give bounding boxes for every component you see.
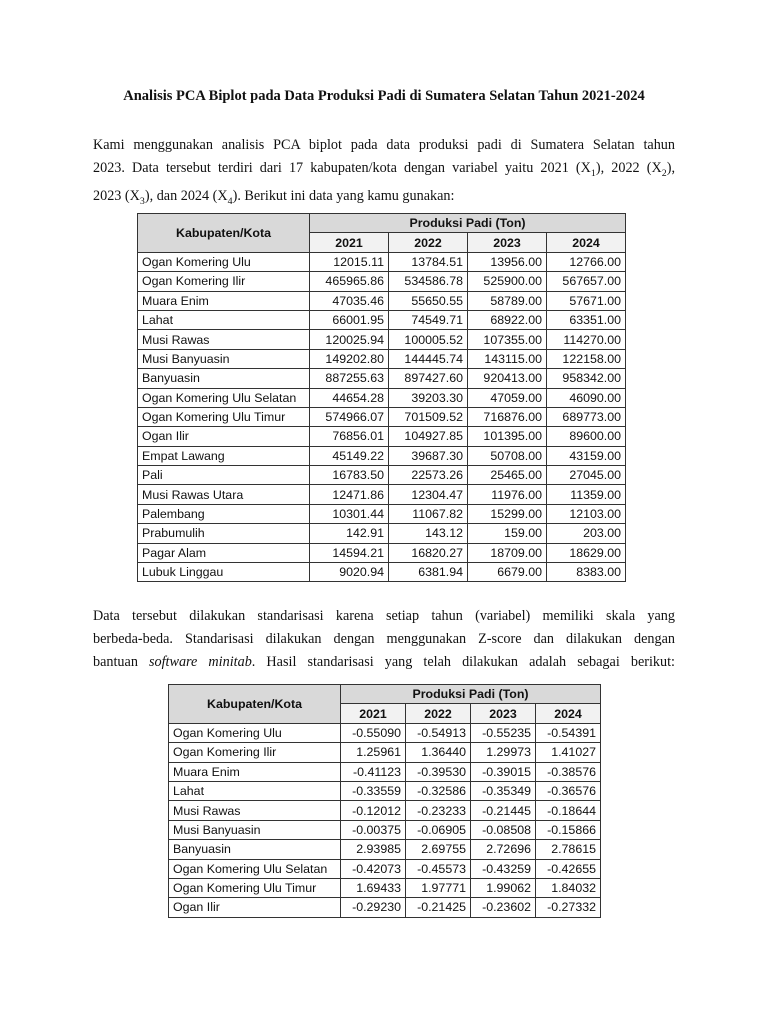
cell-kabupaten: Musi Banyuasin bbox=[138, 349, 310, 368]
cell-value: 16783.50 bbox=[310, 466, 389, 485]
header-year: 2023 bbox=[471, 704, 536, 723]
cell-value: 1.69433 bbox=[341, 878, 406, 897]
cell-value: 6679.00 bbox=[468, 563, 547, 582]
cell-value: -0.36576 bbox=[536, 781, 601, 800]
cell-value: 1.41027 bbox=[536, 743, 601, 762]
cell-value: 143115.00 bbox=[468, 349, 547, 368]
table-row bbox=[169, 781, 601, 800]
intro-line-2: 2023. Data tersebut terdiri dari 17 kabupaten/kota dengan variabel yaitu 2021 $(X_1)$, 2022 $(X_2)$, bbox=[93, 160, 675, 179]
cell-kabupaten: Musi Banyuasin bbox=[169, 820, 341, 839]
table-row bbox=[169, 801, 601, 820]
cell-value: 55650.55 bbox=[389, 291, 468, 310]
cell-value: -0.33559 bbox=[341, 781, 406, 800]
cell-value: -0.42655 bbox=[536, 859, 601, 878]
cell-value: 567657.00 bbox=[547, 272, 626, 291]
table-row bbox=[169, 859, 601, 878]
header-kabupaten: Kabupaten/Kota bbox=[138, 214, 310, 253]
table-row bbox=[138, 369, 626, 388]
cell-value: 50708.00 bbox=[468, 446, 547, 465]
std-line-1: Data tersebut dilakukan standarisasi karena setiap tahun (variabel) memiliki skala yang bbox=[93, 608, 675, 624]
cell-value: 100005.52 bbox=[389, 330, 468, 349]
cell-kabupaten: Empat Lawang bbox=[138, 446, 310, 465]
cell-value: 897427.60 bbox=[389, 369, 468, 388]
table-row bbox=[169, 762, 601, 781]
cell-value: -0.29230 bbox=[341, 898, 406, 917]
cell-value: 12103.00 bbox=[547, 504, 626, 523]
document-title: Analisis PCA Biplot pada Data Produksi Padi di Sumatera Selatan Tahun 2021-2024 bbox=[123, 88, 645, 104]
cell-value: 142.91 bbox=[310, 524, 389, 543]
intro-paragraph bbox=[93, 134, 675, 213]
cell-kabupaten: Muara Enim bbox=[169, 762, 341, 781]
cell-kabupaten: Prabumulih bbox=[138, 524, 310, 543]
cell-value: 11067.82 bbox=[389, 504, 468, 523]
cell-kabupaten: Palembang bbox=[138, 504, 310, 523]
cell-kabupaten: Musi Rawas Utara bbox=[138, 485, 310, 504]
table-row bbox=[169, 723, 601, 742]
cell-value: 18709.00 bbox=[468, 543, 547, 562]
cell-value: 9020.94 bbox=[310, 563, 389, 582]
cell-value: 45149.22 bbox=[310, 446, 389, 465]
std-line-3: bantuan software minitab. Hasil standarisasi yang telah dilakukan adalah sebagai berikut: bbox=[93, 654, 675, 670]
cell-value: 149202.80 bbox=[310, 349, 389, 368]
table-row bbox=[138, 504, 626, 523]
cell-value: -0.55235 bbox=[471, 723, 536, 742]
cell-value: 13956.00 bbox=[468, 252, 547, 271]
cell-value: 534586.78 bbox=[389, 272, 468, 291]
header-year: 2023 bbox=[468, 233, 547, 252]
cell-value: 10301.44 bbox=[310, 504, 389, 523]
cell-kabupaten: Lahat bbox=[138, 310, 310, 329]
cell-value: 44654.28 bbox=[310, 388, 389, 407]
cell-value: 43159.00 bbox=[547, 446, 626, 465]
cell-value: 122158.00 bbox=[547, 349, 626, 368]
cell-value: -0.23233 bbox=[406, 801, 471, 820]
table-row bbox=[138, 563, 626, 582]
table-row bbox=[138, 291, 626, 310]
cell-value: 887255.63 bbox=[310, 369, 389, 388]
cell-value: 101395.00 bbox=[468, 427, 547, 446]
cell-value: 6381.94 bbox=[389, 563, 468, 582]
cell-value: -0.27332 bbox=[536, 898, 601, 917]
cell-value: 701509.52 bbox=[389, 407, 468, 426]
cell-value: 574966.07 bbox=[310, 407, 389, 426]
cell-value: -0.21425 bbox=[406, 898, 471, 917]
cell-value: 1.84032 bbox=[536, 878, 601, 897]
cell-value: 16820.27 bbox=[389, 543, 468, 562]
cell-value: 22573.26 bbox=[389, 466, 468, 485]
header-year: 2022 bbox=[406, 704, 471, 723]
cell-value: 8383.00 bbox=[547, 563, 626, 582]
table-row bbox=[138, 466, 626, 485]
table-row bbox=[169, 840, 601, 859]
cell-value: -0.18644 bbox=[536, 801, 601, 820]
cell-value: -0.38576 bbox=[536, 762, 601, 781]
cell-kabupaten: Lubuk Linggau bbox=[138, 563, 310, 582]
cell-value: -0.35349 bbox=[471, 781, 536, 800]
table-row bbox=[138, 252, 626, 271]
cell-kabupaten: Ogan Komering Ilir bbox=[169, 743, 341, 762]
table-row bbox=[138, 427, 626, 446]
header-year: 2022 bbox=[389, 233, 468, 252]
cell-value: 47059.00 bbox=[468, 388, 547, 407]
table-row bbox=[169, 743, 601, 762]
cell-value: -0.39015 bbox=[471, 762, 536, 781]
cell-value: 12471.86 bbox=[310, 485, 389, 504]
cell-value: -0.15866 bbox=[536, 820, 601, 839]
cell-kabupaten: Ogan Komering Ulu Selatan bbox=[169, 859, 341, 878]
cell-value: 1.29973 bbox=[471, 743, 536, 762]
cell-kabupaten: Pali bbox=[138, 466, 310, 485]
cell-value: 39203.30 bbox=[389, 388, 468, 407]
cell-value: -0.43259 bbox=[471, 859, 536, 878]
cell-value: 1.97771 bbox=[406, 878, 471, 897]
cell-kabupaten: Ogan Ilir bbox=[169, 898, 341, 917]
cell-value: 114270.00 bbox=[547, 330, 626, 349]
cell-value: -0.45573 bbox=[406, 859, 471, 878]
cell-value: -0.54391 bbox=[536, 723, 601, 742]
intro-line-1: Kami menggunakan analisis PCA biplot pada data produksi padi di Sumatera Selatan tahun bbox=[93, 137, 675, 153]
standardized-table bbox=[168, 684, 601, 918]
cell-value: 465965.86 bbox=[310, 272, 389, 291]
raw-production-table bbox=[137, 213, 626, 582]
std-line-2: berbeda-beda. Standarisasi dilakukan dengan menggunakan Z-score dan dilakukan dengan bbox=[93, 631, 675, 647]
cell-value: 25465.00 bbox=[468, 466, 547, 485]
cell-value: 12015.11 bbox=[310, 252, 389, 271]
intro-line-3: 2023 $(X_3)$, dan 2024 $(X_4)$. Berikut ini data yang kamu gunakan: bbox=[93, 187, 455, 207]
cell-value: 525900.00 bbox=[468, 272, 547, 291]
cell-value: 63351.00 bbox=[547, 310, 626, 329]
cell-value: 958342.00 bbox=[547, 369, 626, 388]
cell-kabupaten: Lahat bbox=[169, 781, 341, 800]
table-row bbox=[138, 330, 626, 349]
standardization-paragraph bbox=[93, 605, 675, 674]
cell-value: -0.42073 bbox=[341, 859, 406, 878]
cell-value: 11359.00 bbox=[547, 485, 626, 504]
cell-value: 2.72696 bbox=[471, 840, 536, 859]
cell-value: 74549.71 bbox=[389, 310, 468, 329]
cell-kabupaten: Banyuasin bbox=[138, 369, 310, 388]
cell-value: 203.00 bbox=[547, 524, 626, 543]
table-row bbox=[138, 272, 626, 291]
cell-value: 39687.30 bbox=[389, 446, 468, 465]
header-year: 2024 bbox=[536, 704, 601, 723]
cell-value: 68922.00 bbox=[468, 310, 547, 329]
cell-value: -0.39530 bbox=[406, 762, 471, 781]
cell-value: 58789.00 bbox=[468, 291, 547, 310]
cell-value: 1.25961 bbox=[341, 743, 406, 762]
table-row bbox=[138, 524, 626, 543]
cell-kabupaten: Musi Rawas bbox=[169, 801, 341, 820]
cell-value: -0.21445 bbox=[471, 801, 536, 820]
table-row bbox=[138, 407, 626, 426]
cell-value: -0.32586 bbox=[406, 781, 471, 800]
cell-value: 1.36440 bbox=[406, 743, 471, 762]
cell-value: 46090.00 bbox=[547, 388, 626, 407]
cell-value: -0.06905 bbox=[406, 820, 471, 839]
table-row bbox=[169, 820, 601, 839]
cell-value: 14594.21 bbox=[310, 543, 389, 562]
cell-kabupaten: Ogan Komering Ulu bbox=[138, 252, 310, 271]
cell-kabupaten: Banyuasin bbox=[169, 840, 341, 859]
cell-value: -0.55090 bbox=[341, 723, 406, 742]
cell-kabupaten: Musi Rawas bbox=[138, 330, 310, 349]
cell-kabupaten: Ogan Komering Ilir bbox=[138, 272, 310, 291]
cell-value: 716876.00 bbox=[468, 407, 547, 426]
table-row bbox=[138, 388, 626, 407]
cell-value: 15299.00 bbox=[468, 504, 547, 523]
cell-value: 18629.00 bbox=[547, 543, 626, 562]
cell-value: 89600.00 bbox=[547, 427, 626, 446]
cell-value: 1.99062 bbox=[471, 878, 536, 897]
table-row bbox=[138, 349, 626, 368]
cell-value: 2.93985 bbox=[341, 840, 406, 859]
header-year: 2021 bbox=[341, 704, 406, 723]
cell-value: 104927.85 bbox=[389, 427, 468, 446]
cell-value: 689773.00 bbox=[547, 407, 626, 426]
cell-value: -0.12012 bbox=[341, 801, 406, 820]
cell-value: 47035.46 bbox=[310, 291, 389, 310]
cell-value: -0.00375 bbox=[341, 820, 406, 839]
cell-value: -0.41123 bbox=[341, 762, 406, 781]
cell-value: 66001.95 bbox=[310, 310, 389, 329]
cell-kabupaten: Ogan Komering Ulu bbox=[169, 723, 341, 742]
cell-value: 920413.00 bbox=[468, 369, 547, 388]
table-row bbox=[138, 310, 626, 329]
table-row bbox=[169, 898, 601, 917]
header-kabupaten: Kabupaten/Kota bbox=[169, 685, 341, 724]
cell-value: 12766.00 bbox=[547, 252, 626, 271]
cell-value: 120025.94 bbox=[310, 330, 389, 349]
cell-value: 159.00 bbox=[468, 524, 547, 543]
cell-kabupaten: Ogan Komering Ulu Selatan bbox=[138, 388, 310, 407]
cell-kabupaten: Ogan Ilir bbox=[138, 427, 310, 446]
cell-kabupaten: Ogan Komering Ulu Timur bbox=[169, 878, 341, 897]
table-row bbox=[138, 485, 626, 504]
cell-value: 27045.00 bbox=[547, 466, 626, 485]
table-row bbox=[138, 543, 626, 562]
cell-value: 11976.00 bbox=[468, 485, 547, 504]
cell-kabupaten: Pagar Alam bbox=[138, 543, 310, 562]
cell-value: -0.54913 bbox=[406, 723, 471, 742]
cell-value: 107355.00 bbox=[468, 330, 547, 349]
cell-value: 2.78615 bbox=[536, 840, 601, 859]
cell-value: 143.12 bbox=[389, 524, 468, 543]
table-row bbox=[138, 446, 626, 465]
cell-value: 57671.00 bbox=[547, 291, 626, 310]
header-produksi: Produksi Padi (Ton) bbox=[341, 685, 601, 704]
header-year: 2024 bbox=[547, 233, 626, 252]
cell-value: 144445.74 bbox=[389, 349, 468, 368]
cell-value: 13784.51 bbox=[389, 252, 468, 271]
header-produksi: Produksi Padi (Ton) bbox=[310, 214, 626, 233]
cell-value: -0.23602 bbox=[471, 898, 536, 917]
cell-kabupaten: Ogan Komering Ulu Timur bbox=[138, 407, 310, 426]
table-row bbox=[169, 878, 601, 897]
cell-kabupaten: Muara Enim bbox=[138, 291, 310, 310]
cell-value: -0.08508 bbox=[471, 820, 536, 839]
cell-value: 2.69755 bbox=[406, 840, 471, 859]
cell-value: 76856.01 bbox=[310, 427, 389, 446]
header-year: 2021 bbox=[310, 233, 389, 252]
cell-value: 12304.47 bbox=[389, 485, 468, 504]
